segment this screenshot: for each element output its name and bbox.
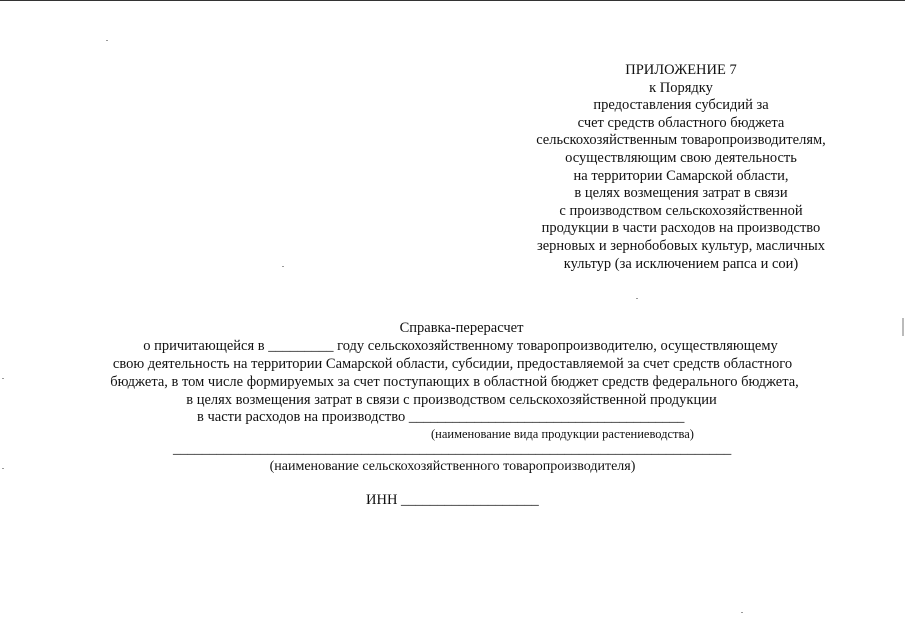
product-type-blank: ______________________________________ — [408, 409, 685, 425]
certificate-line-2: свою деятельность на территории Самарской области, субсидии, предоставляемой за счет средств областного — [112, 356, 793, 372]
certificate-line-1-end: году сельскохозяйственному товаропроизводителю, осуществляющему — [337, 338, 778, 354]
certificate-title: Справка-перерасчет — [399, 320, 524, 336]
certificate-line-5 — [0, 409, 684, 427]
appendix-line: счет средств областного бюджета — [577, 114, 785, 131]
scan-speck — [741, 612, 743, 613]
scan-speck — [106, 40, 108, 41]
appendix-line: продукции в части расходов на производство — [541, 220, 821, 237]
scan-speck — [636, 298, 638, 299]
appendix-line: предоставления субсидий за — [593, 97, 769, 114]
inn-blank: ___________________ — [401, 492, 539, 508]
appendix-line: сельскохозяйственным товаропроизводителям, — [536, 132, 826, 149]
appendix-line: к Порядку — [649, 79, 713, 96]
appendix-header — [520, 62, 842, 273]
certificate-line-4: в целях возмещения затрат в связи с производством сельскохозяйственной продукции — [186, 392, 717, 408]
appendix-line: зерновых и зернобобовых культур, масличных — [536, 237, 826, 254]
appendix-line: на территории Самарской области, — [573, 167, 789, 184]
certificate-line-1-start: о причитающейся в — [143, 338, 265, 354]
inn-label: ИНН — [366, 492, 398, 508]
certificate-line-1 — [8, 338, 905, 356]
scan-speck — [282, 266, 284, 267]
scan-top-edge — [0, 0, 905, 1]
appendix-line: с производством сельскохозяйственной — [559, 202, 803, 219]
scan-edge-mark — [902, 318, 904, 336]
appendix-line: осуществляющим свою деятельность — [565, 149, 797, 166]
appendix-line: в целях возмещения затрат в связи — [574, 185, 788, 202]
scan-speck — [2, 468, 4, 469]
product-type-hint: (наименование вида продукции растениеводства) — [431, 427, 694, 441]
year-blank: _________ — [268, 338, 334, 354]
producer-name-hint: (наименование сельскохозяйственного товаропроизводителя) — [269, 459, 636, 474]
appendix-line: культур (за исключением рапса и сои) — [563, 255, 799, 272]
scan-speck — [2, 378, 4, 379]
producer-name-blank: _____________________________________________________________________________ — [173, 441, 732, 457]
certificate-line-3: бюджета, в том числе формируемых за счет поступающих в областной бюджет средств федерального бюджета, — [110, 374, 799, 390]
certificate-line-5-label: в части расходов на производство — [197, 409, 406, 425]
appendix-line: ПРИЛОЖЕНИЕ 7 — [625, 62, 737, 78]
inn-line — [0, 492, 539, 510]
